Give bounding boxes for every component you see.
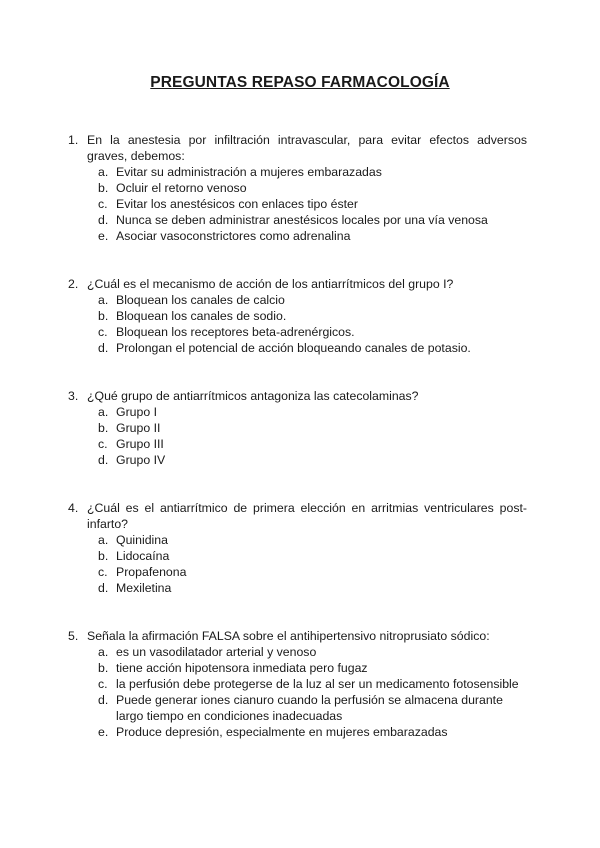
question-stem — [0, 628, 527, 644]
option-text: Ocluir el retorno venoso — [116, 181, 247, 195]
option-letter: c. — [98, 677, 108, 691]
option-letter: e. — [98, 229, 109, 243]
option-letter: c. — [98, 325, 108, 339]
answer-option — [0, 228, 526, 244]
question-number: 2. — [68, 277, 79, 291]
answer-option — [0, 532, 526, 548]
answer-option — [0, 724, 526, 740]
question-number: 4. — [68, 501, 79, 515]
option-text: tiene acción hipotensora inmediata pero fugaz — [116, 661, 368, 675]
option-text: Lidocaína — [116, 549, 170, 563]
option-text: Grupo II — [116, 421, 161, 435]
answer-option — [0, 164, 526, 180]
option-letter: d. — [98, 693, 109, 707]
answer-option — [0, 564, 526, 580]
question-stem — [0, 500, 527, 532]
question-number: 5. — [68, 629, 79, 643]
question-text: ¿Cuál es el mecanismo de acción de los antiarrítmicos del grupo I? — [87, 277, 454, 291]
options-list — [0, 292, 600, 356]
option-text: Puede generar iones cianuro cuando la perfusión se almacena durante largo tiempo en condiciones inadecuadas — [116, 693, 503, 723]
option-letter: d. — [98, 213, 109, 227]
answer-option — [0, 676, 526, 692]
option-letter: e. — [98, 725, 109, 739]
option-text: Propafenona — [116, 565, 187, 579]
option-letter: d. — [98, 581, 109, 595]
question-5 — [0, 628, 600, 740]
option-text: Mexiletina — [116, 581, 172, 595]
option-letter: c. — [98, 565, 108, 579]
question-text: Señala la afirmación FALSA sobre el antihipertensivo nitroprusiato sódico: — [87, 629, 490, 643]
answer-option — [0, 292, 526, 308]
options-list — [0, 644, 600, 740]
option-text: Prolongan el potencial de acción bloqueando canales de potasio. — [116, 341, 471, 355]
answer-option — [0, 324, 526, 340]
answer-option — [0, 196, 526, 212]
question-stem — [0, 276, 527, 292]
option-letter: a. — [98, 533, 109, 547]
option-letter: a. — [98, 293, 109, 307]
question-number: 1. — [68, 133, 79, 147]
answer-option — [0, 340, 526, 356]
answer-option — [0, 660, 526, 676]
question-stem — [0, 132, 527, 164]
option-text: Nunca se deben administrar anestésicos locales por una vía venosa — [116, 213, 488, 227]
option-text: Evitar su administración a mujeres embarazadas — [116, 165, 382, 179]
options-list — [0, 532, 600, 596]
answer-option — [0, 212, 526, 228]
option-letter: b. — [98, 309, 109, 323]
question-4 — [0, 500, 600, 596]
options-list — [0, 164, 600, 244]
option-text: Produce depresión, especialmente en mujeres embarazadas — [116, 725, 448, 739]
options-list — [0, 404, 600, 468]
option-letter: a. — [98, 405, 109, 419]
option-text: Asociar vasoconstrictores como adrenalina — [116, 229, 351, 243]
answer-option — [0, 692, 526, 724]
option-letter: a. — [98, 645, 109, 659]
question-number: 3. — [68, 389, 79, 403]
option-letter: b. — [98, 549, 109, 563]
answer-option — [0, 580, 526, 596]
answer-option — [0, 308, 526, 324]
option-text: Grupo IV — [116, 453, 166, 467]
question-text: En la anestesia por infiltración intravascular, para evitar efectos adversos graves, debemos: — [87, 133, 527, 163]
option-letter: d. — [98, 341, 109, 355]
page-title: PREGUNTAS REPASO FARMACOLOGÍA — [150, 74, 450, 91]
option-text: Grupo I — [116, 405, 158, 419]
option-letter: b. — [98, 181, 109, 195]
answer-option — [0, 180, 526, 196]
answer-option — [0, 452, 526, 468]
option-text: Quinidina — [116, 533, 168, 547]
option-letter: b. — [98, 661, 109, 675]
question-2 — [0, 276, 600, 356]
option-letter: d. — [98, 453, 109, 467]
answer-option — [0, 436, 526, 452]
question-3 — [0, 388, 600, 468]
option-text: Bloquean los receptores beta-adrenérgicos. — [116, 325, 355, 339]
option-text: la perfusión debe protegerse de la luz al ser un medicamento fotosensible — [116, 677, 519, 691]
option-text: Bloquean los canales de calcio — [116, 293, 285, 307]
option-text: es un vasodilatador arterial y venoso — [116, 645, 317, 659]
answer-option — [0, 420, 526, 436]
question-1 — [0, 132, 600, 244]
option-text: Grupo III — [116, 437, 164, 451]
answer-option — [0, 548, 526, 564]
question-text: ¿Qué grupo de antiarrítmicos antagoniza las catecolaminas? — [87, 389, 419, 403]
option-letter: b. — [98, 421, 109, 435]
answer-option — [0, 644, 526, 660]
option-text: Bloquean los canales de sodio. — [116, 309, 287, 323]
option-text: Evitar los anestésicos con enlaces tipo éster — [116, 197, 358, 211]
question-text: ¿Cuál es el antiarrítmico de primera elección en arritmias ventriculares post-infarto? — [87, 501, 527, 531]
option-letter: a. — [98, 165, 109, 179]
question-stem — [0, 388, 527, 404]
option-letter: c. — [98, 437, 108, 451]
answer-option — [0, 404, 526, 420]
option-letter: c. — [98, 197, 108, 211]
